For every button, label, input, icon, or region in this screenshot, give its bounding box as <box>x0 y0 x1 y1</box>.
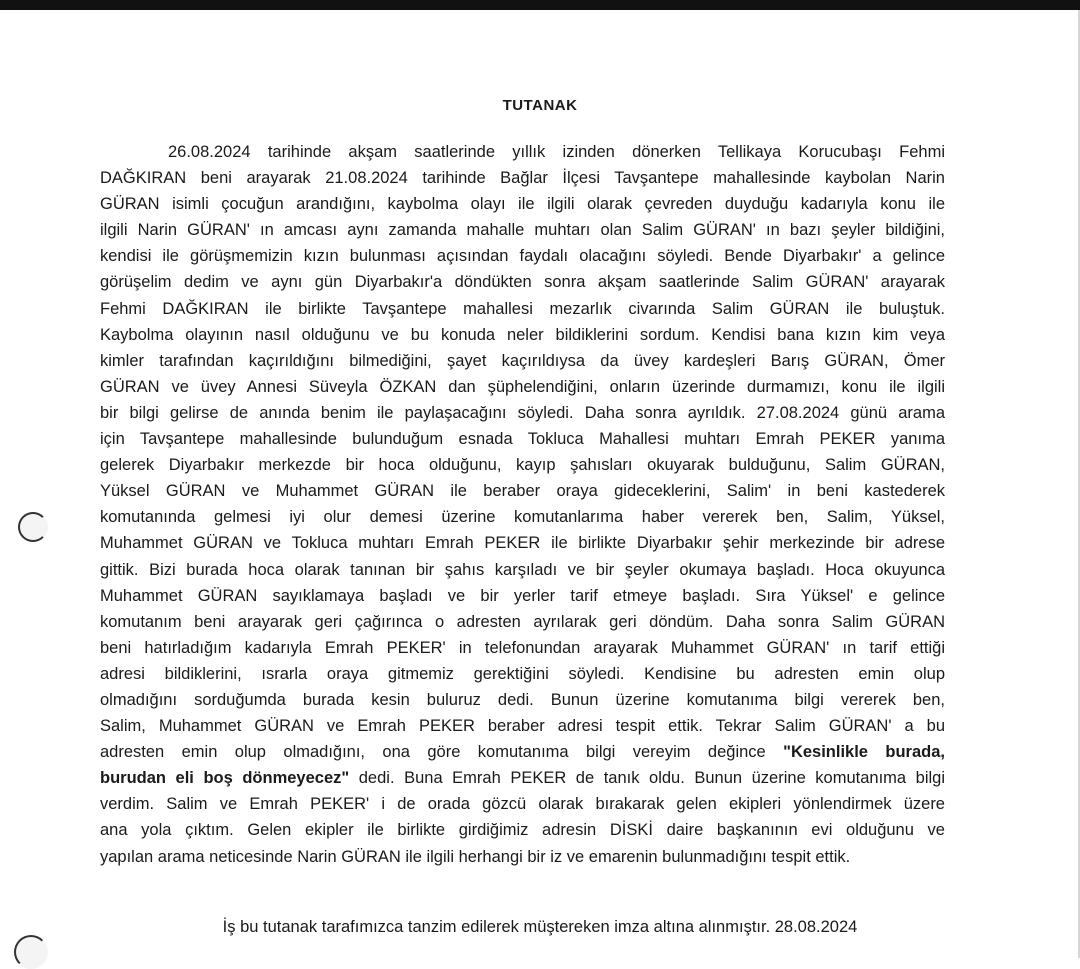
body-line: GÜRAN isimli çocuğun arandığını, kaybolma olayı ile ilgili olarak çevreden duyduğu kadarıyla konu ile <box>100 195 945 214</box>
quote-bold-start: "Kesinlikle burada, <box>783 743 945 762</box>
body-line: Muhammet GÜRAN ve Tokluca muhtarı Emrah PEKER ile birlikte Diyarbakır şehir merkezinde bir adrese <box>100 534 945 553</box>
body-line: verdim. Salim ve Emrah PEKER' i de orada gözcü olarak bırakarak gelen ekipleri yönlendirmek üzere <box>100 795 945 814</box>
document-title: TUTANAK <box>502 97 578 114</box>
body-line: 26.08.2024 tarihinde akşam saatlerinde yıllık izinden dönerken Tellikaya Korucubaşı Fehmi <box>168 143 945 161</box>
quote-trail-text: dedi. Buna Emrah PEKER de tanık oldu. Bunun üzerine komutanıma bilgi <box>349 769 945 788</box>
body-line: DAĞKIRAN beni arayarak 21.08.2024 tarihinde Bağlar İlçesi Tavşantepe mahallesinde kaybolan Narin <box>100 169 945 188</box>
top-black-bar <box>0 0 1080 10</box>
quote-bold-end: burudan eli boş dönmeyecez" <box>100 769 350 788</box>
body-line: olmadığını sorduğumda burada kesin buluruz dedi. Bunun üzerine komutanıma bilgi vererek ben, <box>100 690 945 709</box>
body-line: komutanında gelmesi iyi olur demesi üzerine komutanlarıma haber vererek ben, Salim, Yüksel, <box>100 508 945 527</box>
body-line: kimler tarafından kaçırıldığını bilmediğini, şayet kaçırıldıysa da üvey kardeşleri Barış GÜRAN, Ömer <box>100 351 945 370</box>
punch-hole-icon <box>18 512 48 542</box>
body-line: komutanım beni arayarak geri çağırınca o adresten ayrılarak geri döndüm. Daha sonra Salim GÜRAN <box>100 612 945 631</box>
body-line: görüşelim dedim ve aynı gün Diyarbakır'a döndükten sonra akşam saatlerinde Salim GÜRAN' arayarak <box>100 273 945 292</box>
body-line: beni hatırladığım kadarıyla Emrah PEKER' in telefonundan arayarak Muhammet GÜRAN' ın tarif ettiği <box>100 638 945 657</box>
body-line: kendisi ile görüşmemizin kızın bulunması açısından faydalı olacağını söyledi. Bende Diyarbakır' a gelince <box>100 247 945 266</box>
closing-statement: İş bu tutanak tarafımızca tanzim edilerek müştereken imza altına alınmıştır. 28.08.2024 <box>222 918 858 936</box>
body-line: bir bilgi gelirse de anında benim ile paylaşacağını söyledi. Daha sonra ayrıldık. 27.08.2024 günü arama <box>100 403 945 422</box>
body-line: adresi bildiklerini, ısrarla oraya gitmemiz gerektiğini söyledi. Kendisine bu adresten emin olup <box>100 664 945 683</box>
document-page <box>0 10 1080 958</box>
body-line: Fehmi DAĞKIRAN ile birlikte Tavşantepe mahallesi mezarlık civarında Salim GÜRAN ile buluştuk. <box>100 299 945 318</box>
punch-hole-icon <box>14 935 48 969</box>
body-line-with-quote-start <box>100 739 945 765</box>
body-line: için Tavşantepe mahallesinde bulunduğum esnada Tokluca Mahallesi muhtarı Emrah PEKER yanıma <box>100 430 945 449</box>
body-line: ana yola çıktım. Gelen ekipler ile birlikte girdiğimiz adresin DİSKİ daire başkanının evi olduğunu ve <box>100 821 945 840</box>
body-line: Kaybolma olayının nasıl olduğunu ve bu konuda neler bildiklerini sordum. Kendisi bana kızın kim veya <box>100 325 945 344</box>
quote-lead-text: adresten emin olup olmadığını, ona göre komutanıma bilgi vereyim değince <box>100 743 784 762</box>
body-line-with-quote-end <box>100 765 945 791</box>
body-line: ilgili Narin GÜRAN' ın amcası aynı zamanda mahalle muhtarı olan Salim GÜRAN' ın bazı şeyler bildiğini, <box>100 221 945 240</box>
body-line: gittik. Bizi burada hoca olarak tanınan bir şahıs karşıladı ve bir şeyler okumaya başladı. Hoca okuyunca <box>100 560 945 579</box>
document-body <box>100 139 945 870</box>
body-line: Muhammet GÜRAN sayıklamaya başladı ve bir yerler tarif etmeye başladı. Sıra Yüksel' e gelince <box>100 586 945 605</box>
body-line: GÜRAN ve üvey Annesi Süveyla ÖZKAN dan şüphelendiğini, onların üzerinde durmamızı, konu ile ilgili <box>100 377 945 396</box>
body-line: gelerek Diyarbakır merkezde bir hoca olduğunu, kayıp şahısları okuyarak bulduğunu, Salim GÜRAN, <box>100 456 945 475</box>
body-line: Yüksel GÜRAN ve Muhammet GÜRAN ile beraber oraya gideceklerini, Salim' in beni kastederek <box>100 482 945 501</box>
body-line: yapılan arama neticesinde Narin GÜRAN ile ilgili herhangi bir iz ve emarenin bulunmadığını tespit ettik. <box>100 847 851 866</box>
body-line: Salim, Muhammet GÜRAN ve Emrah PEKER beraber adresi tespit ettik. Tekrar Salim GÜRAN' a bu <box>100 717 945 736</box>
